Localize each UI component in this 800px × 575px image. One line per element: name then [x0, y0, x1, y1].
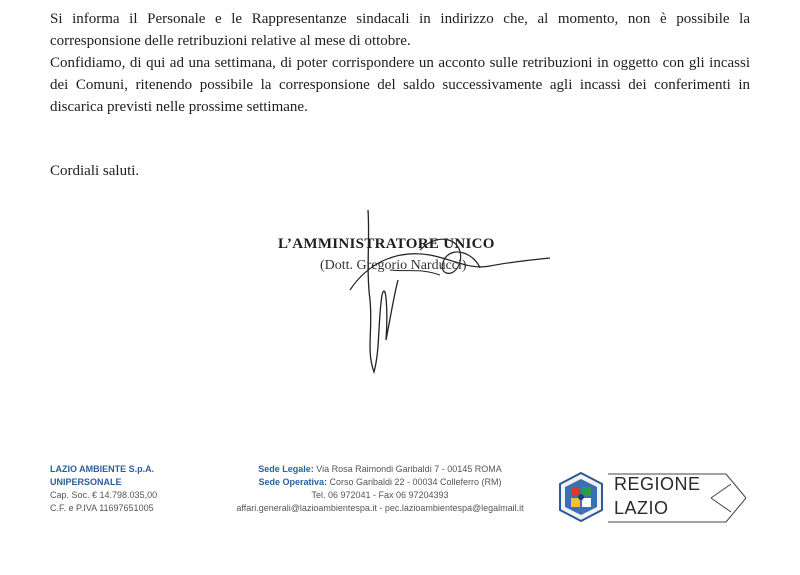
greeting: Cordiali saluti. [50, 163, 140, 179]
company-vat: C.F. e P.IVA 11697651005 [50, 503, 154, 513]
signatory-name: (Dott. Gregorio Narducci) [320, 258, 467, 273]
signatory-title: L’AMMINISTRATORE UNICO [278, 236, 495, 252]
operative-label: Sede Operativa: [258, 477, 327, 487]
phone-fax: Tel. 06 972041 - Fax 06 97204393 [311, 490, 449, 500]
operative-address-line [210, 476, 550, 489]
company-type: UNIPERSONALE [50, 477, 122, 487]
email-addresses[interactable]: affari.generali@lazioambientespa.it - pec.lazioambientespa@legalmail.it [236, 503, 524, 513]
company-name: LAZIO AMBIENTE S.p.A. [50, 464, 155, 474]
legal-address: Via Rosa Raimondi Garibaldi 7 - 00145 ROMA [316, 464, 502, 474]
footer-company-info [50, 463, 157, 515]
letter-body [50, 8, 750, 118]
handwritten-signature [270, 200, 560, 380]
legal-label: Sede Legale: [258, 464, 314, 474]
company-capital: Cap. Soc. € 14.798.035,00 [50, 490, 158, 500]
logo-text-lazio: LAZIO [614, 498, 669, 518]
regione-lazio-emblem-icon [558, 472, 604, 522]
footer-addresses [210, 463, 550, 515]
paragraph-2: Confidiamo, di qui ad una settimana, di poter corrispondere un acconto sulle retribuzioni in oggetto con gli incassi dei Comuni, ritenendo possibile la corresponsione del saldo successivamente agli incassi dei conferimenti in discarica previsti nelle prossime settimane. [50, 55, 750, 115]
legal-address-line [210, 463, 550, 476]
logo-text-regione: REGIONE [614, 474, 701, 494]
paragraph-1: Si informa il Personale e le Rappresentanze sindacali in indirizzo che, al momento, non è possibile la corresponsione delle retribuzioni relative al mese di ottobre. [50, 11, 750, 49]
operative-address: Corso Garibaldi 22 - 00034 Colleferro (RM) [329, 477, 502, 487]
